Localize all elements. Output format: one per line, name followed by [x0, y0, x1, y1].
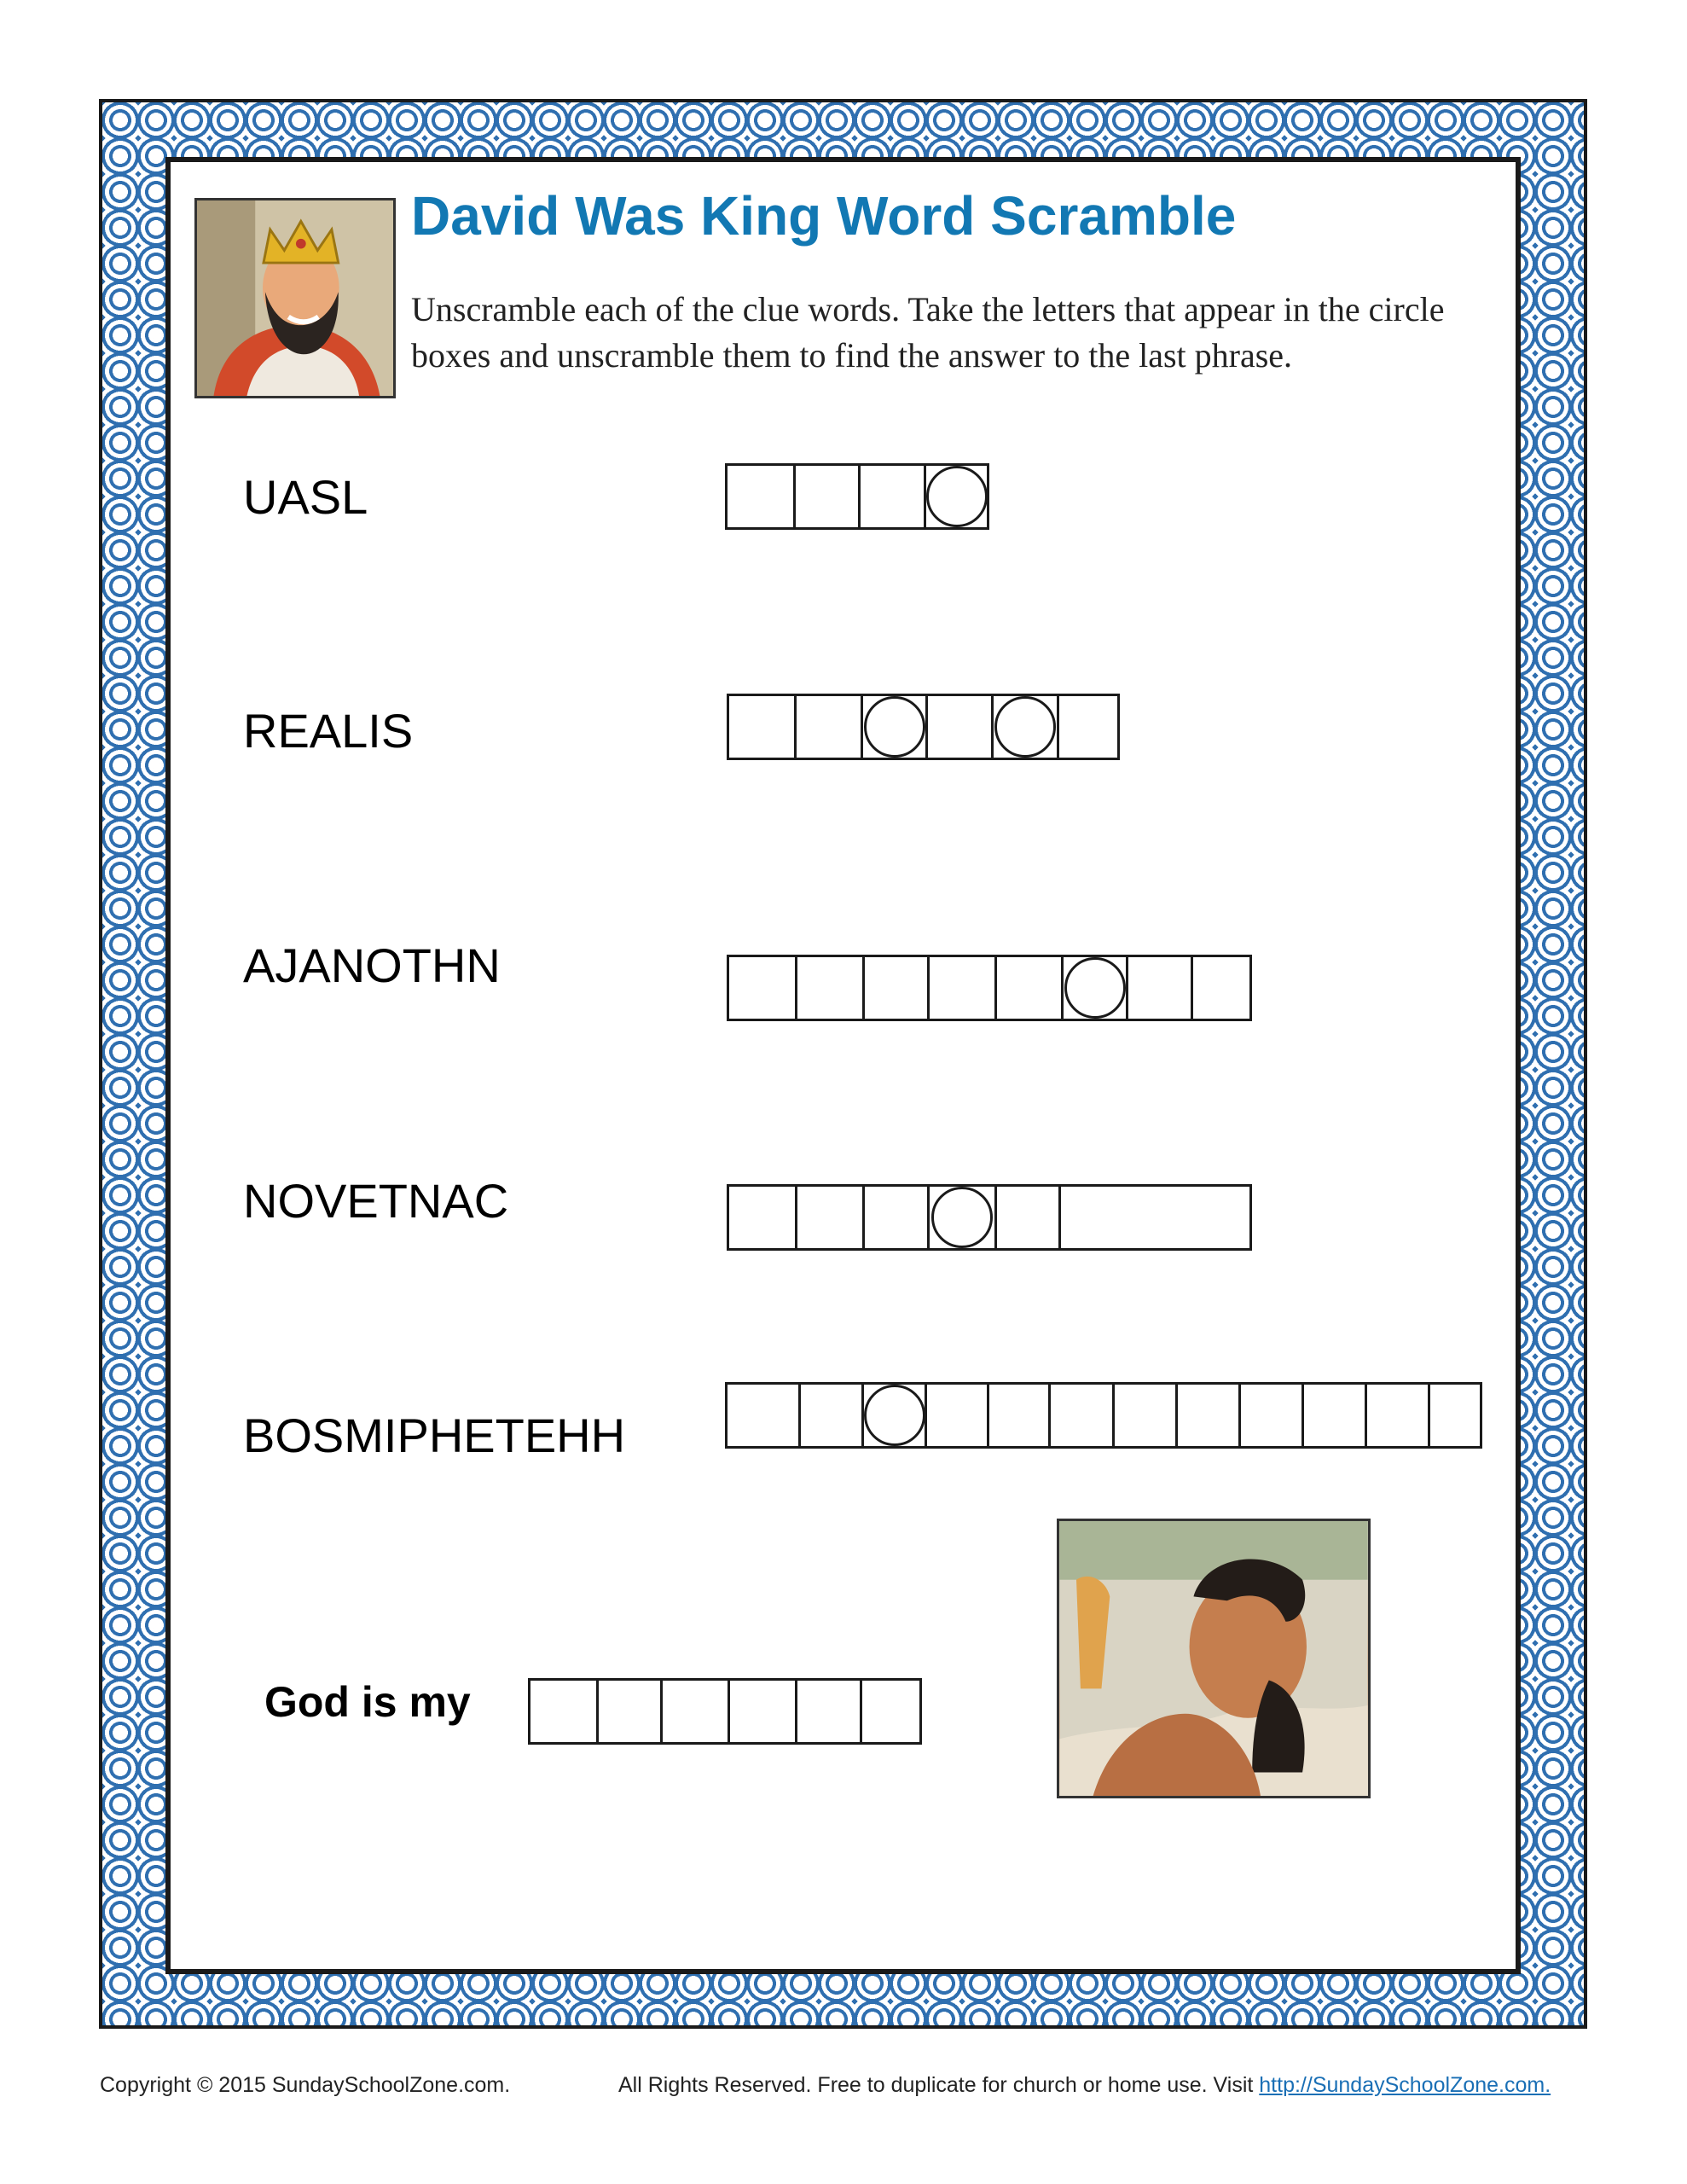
david-portrait-graphic: [1059, 1521, 1368, 1796]
letter-box[interactable]: [729, 957, 795, 1019]
letter-box[interactable]: [1365, 1385, 1428, 1446]
letter-box[interactable]: [862, 1187, 927, 1248]
letter-box[interactable]: [795, 1681, 860, 1742]
letter-box[interactable]: [987, 1385, 1048, 1446]
letter-box[interactable]: [793, 466, 858, 527]
answer-grid-3[interactable]: [727, 955, 1252, 1021]
letter-box[interactable]: [729, 1187, 795, 1248]
letter-box[interactable]: [1301, 1385, 1365, 1446]
rights-text: All Rights Reserved. Free to duplicate for church or home use. Visit: [618, 2073, 1254, 2097]
letter-box[interactable]: [596, 1681, 660, 1742]
letter-box[interactable]: [994, 1187, 1058, 1248]
david-praying-illustration: [1057, 1519, 1371, 1798]
king-portrait-graphic: [197, 200, 393, 396]
circle-letter-box[interactable]: [924, 466, 987, 527]
letter-box[interactable]: [1191, 957, 1249, 1019]
letter-box[interactable]: [728, 1385, 798, 1446]
clue-word-5: BOSMIPHETEHH: [243, 1409, 626, 1462]
letter-box[interactable]: [1238, 1385, 1301, 1446]
letter-box[interactable]: [862, 957, 927, 1019]
circle-letter-box[interactable]: [927, 1187, 994, 1248]
letter-box[interactable]: [1058, 1187, 1249, 1248]
letter-box[interactable]: [927, 957, 994, 1019]
letter-box[interactable]: [1048, 1385, 1112, 1446]
letter-box[interactable]: [1126, 957, 1191, 1019]
letter-box[interactable]: [530, 1681, 596, 1742]
sunday-school-zone-link[interactable]: http://SundaySchoolZone.com.: [1259, 2073, 1551, 2097]
instructions-text: Unscramble each of the clue words. Take the letters that appear in the circle boxes and unscramble them to find the answer to the last phrase.: [411, 290, 1445, 375]
letter-box[interactable]: [798, 1385, 861, 1446]
letter-box[interactable]: [728, 1681, 795, 1742]
clue-word-1: UASL: [243, 470, 368, 524]
rights-notice: [618, 2073, 1551, 2098]
clue-word-2: REALIS: [243, 704, 414, 758]
copyright-text: Copyright © 2015 SundaySchoolZone.com.: [100, 2073, 511, 2097]
answer-grid-5[interactable]: [725, 1382, 1482, 1449]
letter-box[interactable]: [994, 957, 1061, 1019]
clue-word-3: AJANOTHN: [243, 938, 501, 992]
letter-box[interactable]: [860, 1681, 919, 1742]
letter-box[interactable]: [795, 1187, 862, 1248]
letter-box[interactable]: [728, 466, 793, 527]
letter-box[interactable]: [925, 1385, 987, 1446]
answer-grid-4[interactable]: [727, 1184, 1252, 1251]
letter-box[interactable]: [925, 696, 991, 758]
circle-letter-box[interactable]: [861, 1385, 925, 1446]
circle-letter-box[interactable]: [991, 696, 1057, 758]
letter-box[interactable]: [858, 466, 924, 527]
answer-grid-2[interactable]: [727, 694, 1120, 760]
clue-word-4: NOVETNAC: [243, 1174, 509, 1228]
letter-box[interactable]: [1057, 696, 1117, 758]
letter-box[interactable]: [1112, 1385, 1175, 1446]
letter-box[interactable]: [795, 957, 862, 1019]
letter-box[interactable]: [1428, 1385, 1480, 1446]
circle-letter-box[interactable]: [1061, 957, 1126, 1019]
final-answer-grid[interactable]: [528, 1678, 922, 1745]
answer-grid-1[interactable]: [725, 463, 989, 530]
worksheet-title: David Was King Word Scramble: [411, 185, 1237, 247]
letter-box[interactable]: [660, 1681, 728, 1742]
letter-box[interactable]: [729, 696, 794, 758]
final-phrase-label: God is my: [264, 1678, 471, 1726]
circle-letter-box[interactable]: [861, 696, 925, 758]
letter-box[interactable]: [1175, 1385, 1238, 1446]
king-david-illustration: [194, 198, 396, 398]
letter-box[interactable]: [794, 696, 861, 758]
